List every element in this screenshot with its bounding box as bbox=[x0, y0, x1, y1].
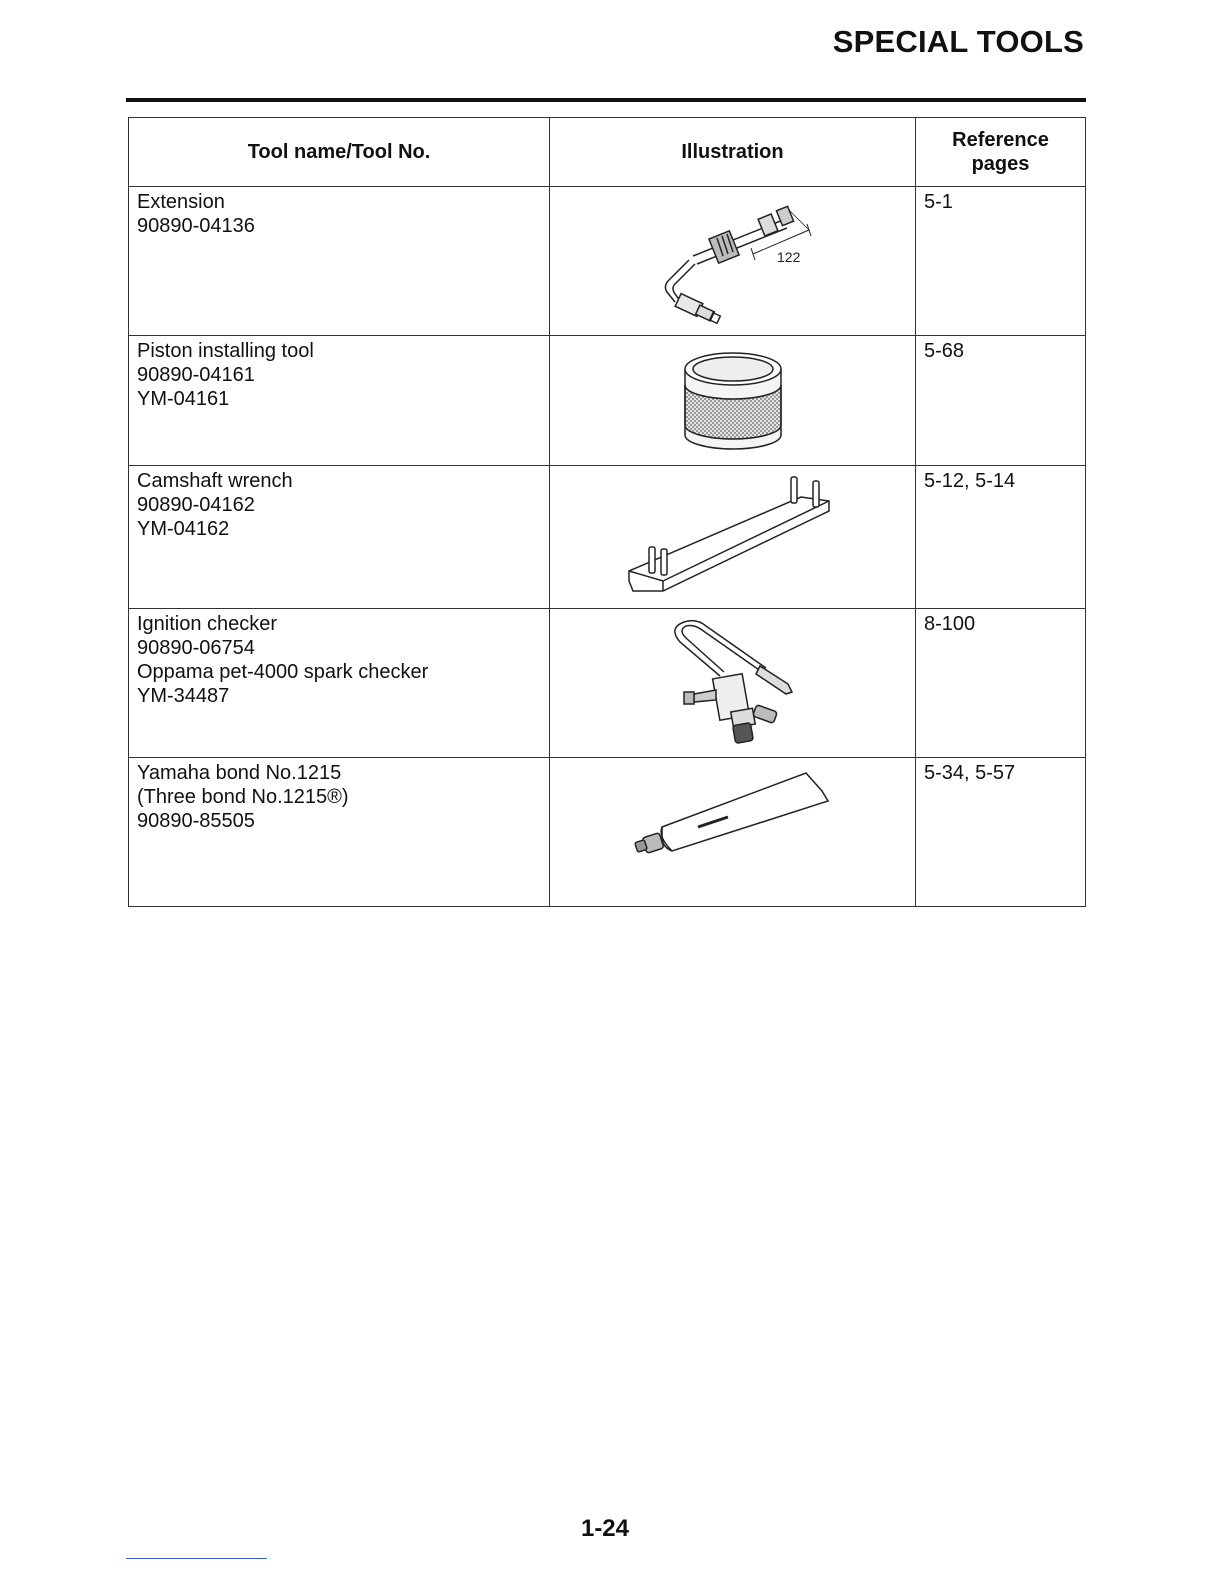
tool-name-cell bbox=[129, 758, 550, 907]
tool-name-cell bbox=[129, 466, 550, 609]
reference-cell: 5-68 bbox=[916, 336, 1086, 466]
header-tool-name: Tool name/Tool No. bbox=[129, 118, 550, 187]
reference-cell: 5-34, 5-57 bbox=[916, 758, 1086, 907]
header-illustration: Illustration bbox=[550, 118, 916, 187]
illustration-cell bbox=[550, 758, 916, 907]
special-tools-table bbox=[128, 117, 1086, 907]
piston-installing-tool-illustration bbox=[673, 339, 793, 459]
tool-number-alt: YM-04162 bbox=[137, 518, 230, 540]
page-title: SPECIAL TOOLS bbox=[832, 24, 1084, 59]
table-row bbox=[129, 609, 1086, 758]
page-number: 1-24 bbox=[580, 1515, 630, 1542]
table-header-row bbox=[129, 118, 1086, 187]
tool-name: Ignition checker bbox=[137, 613, 278, 635]
tool-number: 90890-04136 bbox=[137, 215, 255, 237]
tool-number-alt: YM-34487 bbox=[137, 685, 230, 707]
illustration-cell bbox=[550, 466, 916, 609]
camshaft-wrench-illustration bbox=[623, 469, 843, 599]
tool-name-cell bbox=[129, 336, 550, 466]
ignition-checker-illustration bbox=[658, 612, 808, 752]
tool-name: Yamaha bond No.1215 bbox=[137, 762, 342, 784]
illustration-cell bbox=[550, 187, 916, 336]
tool-number: 90890-04162 bbox=[137, 494, 255, 516]
tool-number: 90890-06754 bbox=[137, 637, 255, 659]
tool-number-alt: YM-04161 bbox=[137, 388, 230, 410]
header-reference-pages: Reference pages bbox=[916, 118, 1086, 187]
table-row bbox=[129, 336, 1086, 466]
tool-number: 90890-04161 bbox=[137, 364, 255, 386]
table-row bbox=[129, 466, 1086, 609]
tool-number: 90890-85505 bbox=[137, 810, 255, 832]
reference-cell: 8-100 bbox=[916, 609, 1086, 758]
dimension-label: 122 bbox=[776, 249, 800, 265]
tool-alt-name: Oppama pet-4000 spark checker bbox=[137, 661, 429, 683]
reference-cell: 5-1 bbox=[916, 187, 1086, 336]
title-rule bbox=[126, 98, 1086, 102]
tool-alt-name: (Three bond No.1215®) bbox=[137, 786, 349, 808]
bond-tube-illustration bbox=[628, 761, 838, 861]
reference-cell: 5-12, 5-14 bbox=[916, 466, 1086, 609]
tool-name: Camshaft wrench bbox=[137, 470, 293, 492]
tool-name-cell bbox=[129, 187, 550, 336]
illustration-cell bbox=[550, 609, 916, 758]
footer-link-underline[interactable] bbox=[126, 1558, 267, 1559]
tool-name: Piston installing tool bbox=[137, 340, 314, 362]
tool-name-cell bbox=[129, 609, 550, 758]
table-row bbox=[129, 187, 1086, 336]
extension-tool-illustration bbox=[633, 190, 833, 330]
table-row bbox=[129, 758, 1086, 907]
tool-name: Extension bbox=[137, 191, 225, 213]
illustration-cell bbox=[550, 336, 916, 466]
